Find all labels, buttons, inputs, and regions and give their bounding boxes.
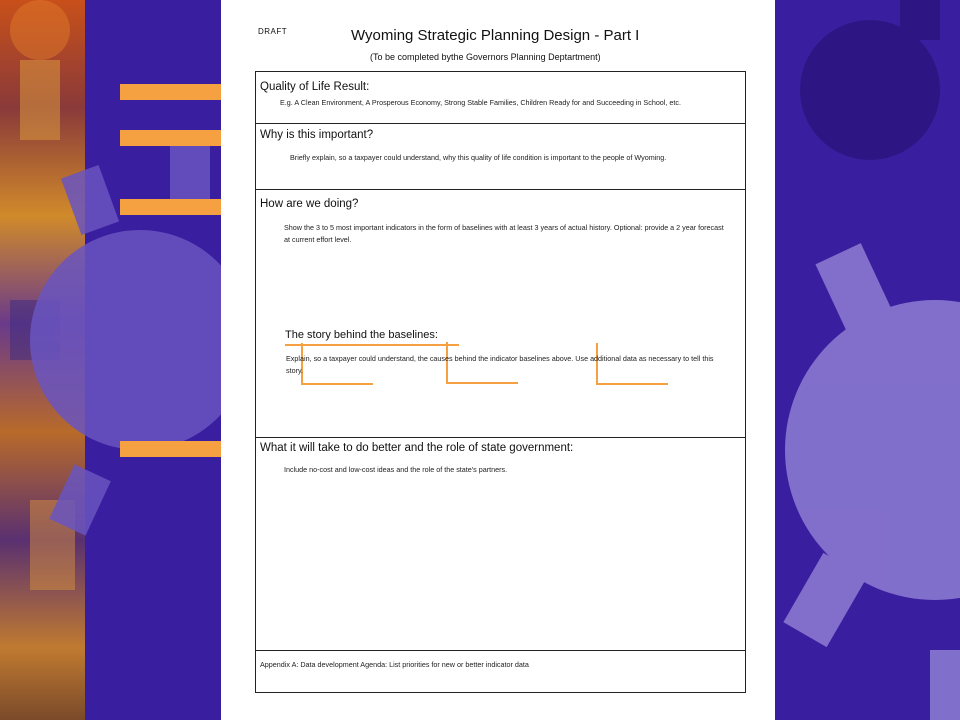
document-page	[221, 0, 775, 720]
document-title: Wyoming Strategic Planning Design - Part I	[351, 27, 640, 44]
section-heading: What it will take to do better and the role of state government:	[260, 442, 574, 454]
section-body: Briefly explain, so a taxpayer could understand, why this quality of life condition is important to the people of Wyoming.	[290, 153, 667, 162]
section-body: Include no-cost and low-cost ideas and the role of the state's partners.	[284, 465, 508, 474]
appendix-text: Appendix A: Data development Agenda: List priorities for new or better indicator data	[260, 660, 529, 669]
draft-label: DRAFT	[258, 27, 288, 36]
planning-form	[255, 71, 746, 693]
document-subtitle: (To be completed bythe Governors Planning Deptartment)	[370, 52, 601, 62]
section-heading: How are we doing?	[260, 198, 359, 210]
section-do-better	[256, 437, 745, 650]
section-heading: Quality of Life Result:	[260, 81, 370, 93]
section-heading: Why is this important?	[260, 129, 374, 141]
section-body: E.g. A Clean Environment, A Prosperous Economy, Strong Stable Families, Children Ready for and Succeeding in School, etc.	[280, 98, 681, 107]
section-body: Show the 3 to 5 most important indicators in the form of baselines with at least 3 years of actual history. Optional: provide a 2 year forecast at current effort level.	[284, 223, 724, 244]
section-appendix	[256, 650, 745, 694]
section-why-important	[256, 123, 745, 189]
section-how-doing	[256, 189, 745, 437]
section-quality-of-life	[256, 72, 745, 123]
story-underline	[285, 344, 459, 346]
story-body: Explain, so a taxpayer could understand, the causes behind the indicator baselines above. Use additional data as necessary to tell this story.	[286, 354, 714, 375]
story-heading: The story behind the baselines:	[285, 329, 438, 341]
